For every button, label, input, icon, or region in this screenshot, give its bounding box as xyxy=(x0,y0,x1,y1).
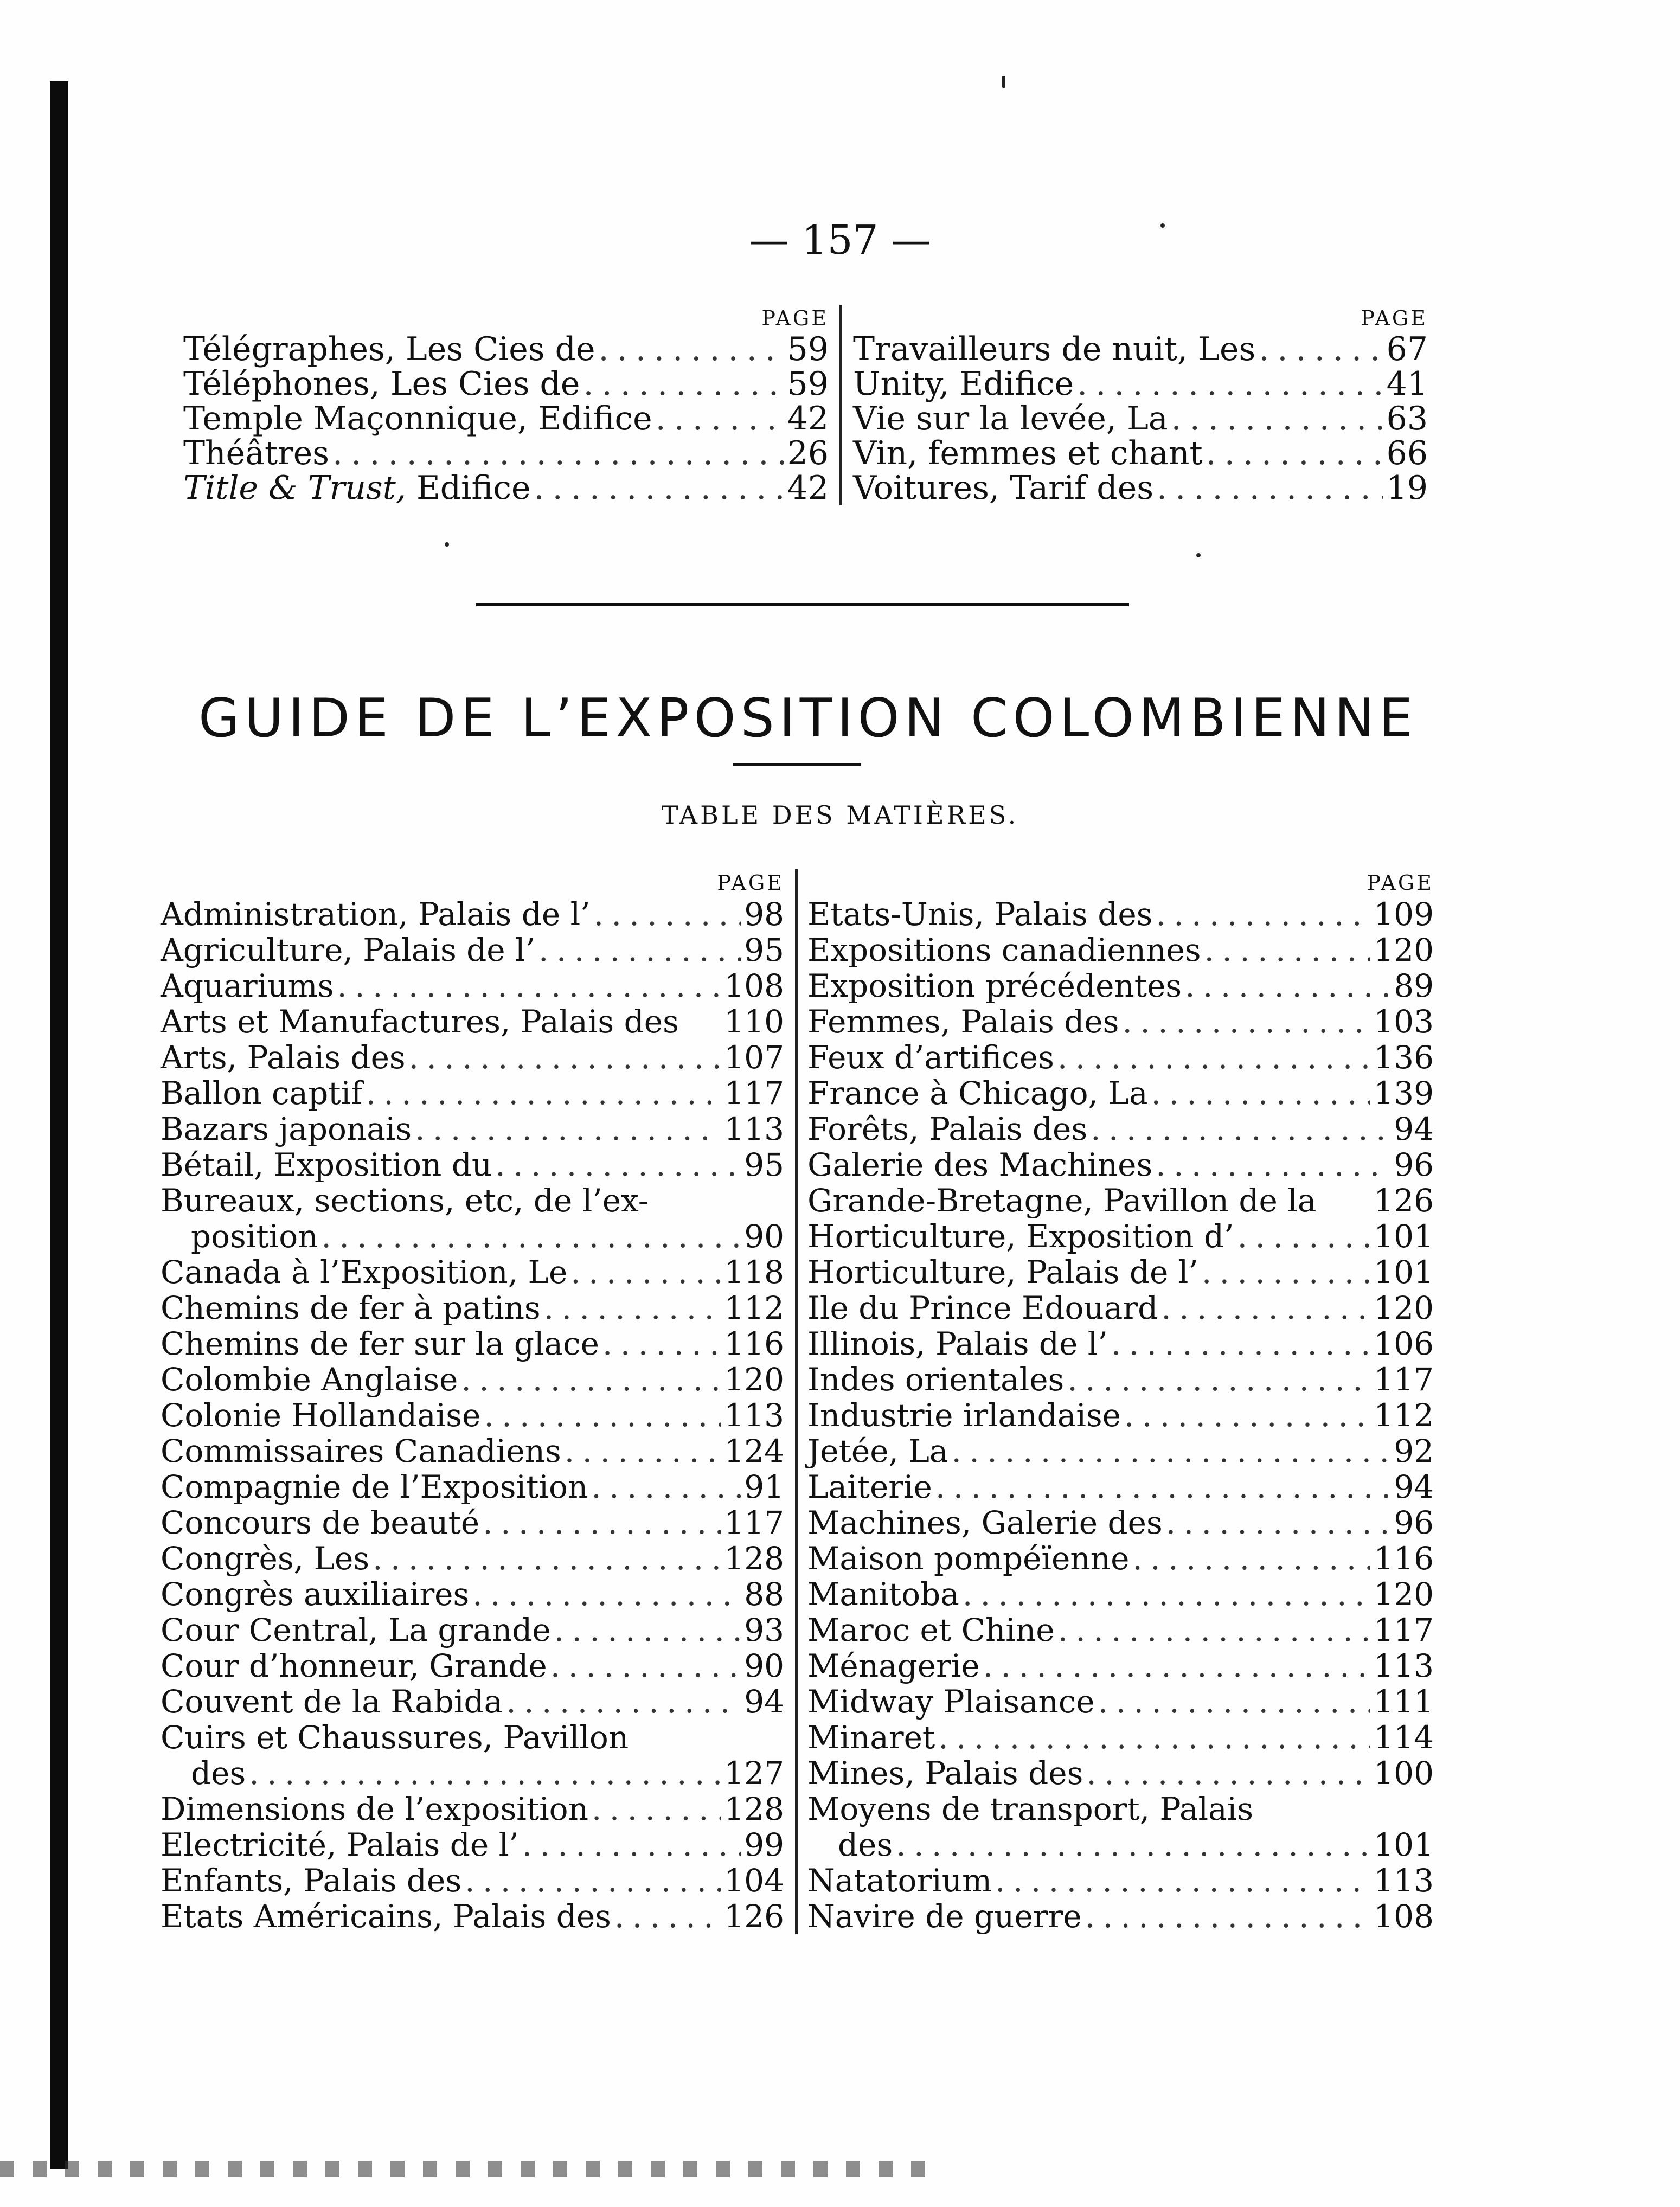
section-subtitle: TABLE DES MATIÈRES. xyxy=(661,800,1019,830)
toc-entry: Couvent de la Rabida . . . 94 xyxy=(161,1684,784,1720)
toc-entry: Indes orientales . . . 117 xyxy=(807,1362,1434,1397)
top-index-left-column xyxy=(183,305,838,505)
toc-entry: Etats-Unis, Palais des . . . 109 xyxy=(807,896,1434,932)
toc-entry: Ballon captif . . . 117 xyxy=(161,1075,784,1111)
toc-entry: France à Chicago, La . . . 139 xyxy=(807,1075,1434,1111)
toc-left-column xyxy=(161,869,794,1934)
page-column-header: PAGE xyxy=(1367,871,1434,895)
top-index-right-column xyxy=(839,305,1428,505)
toc-entry: Ile du Prince Edouard . . . 120 xyxy=(807,1290,1434,1326)
toc-entry: Colonie Hollandaise . . . 113 xyxy=(161,1397,784,1433)
toc-entry: Chemins de fer à patins . . . 112 xyxy=(161,1290,784,1326)
toc-entry: Moyens de transport, Palais xyxy=(807,1791,1253,1827)
toc-entry: Administration, Palais de l’ . . . 98 xyxy=(161,896,784,932)
toc-entry: Chemins de fer sur la glace . . . 116 xyxy=(161,1326,784,1362)
index-entry: Title & Trust, Edifice . . . 42 xyxy=(183,471,829,505)
toc-entry-continuation: position . . . 90 xyxy=(161,1218,784,1254)
toc-entry: Bureaux, sections, etc, de l’ex- xyxy=(161,1182,649,1219)
toc-entry: Ménagerie . . . 113 xyxy=(807,1648,1434,1684)
toc-entry: Cour d’honneur, Grande . . . 90 xyxy=(161,1648,784,1684)
title-underline xyxy=(733,763,861,766)
toc-entry: Compagnie de l’Exposition . . . 91 xyxy=(161,1469,784,1505)
binding-edge xyxy=(50,81,68,2169)
toc-entry: Jetée, La . . . 92 xyxy=(807,1433,1434,1469)
bottom-scan-artifact xyxy=(0,2161,933,2177)
toc-entry: Electricité, Palais de l’ . . . 99 xyxy=(161,1827,784,1863)
toc-entry: Expositions canadiennes . . . 120 xyxy=(807,932,1434,968)
toc-entry: Congrès, Les . . . 128 xyxy=(161,1541,784,1576)
toc-entry: Dimensions de l’exposition . . . 128 xyxy=(161,1791,784,1827)
toc-entry: Cour Central, La grande . . . 93 xyxy=(161,1612,784,1648)
toc-entry: Horticulture, Palais de l’ . . . 101 xyxy=(807,1254,1434,1290)
toc-entry: Grande-Bretagne, Pavillon de la 126 xyxy=(807,1182,1434,1219)
toc-entry: Commissaires Canadiens . . . 124 xyxy=(161,1433,784,1469)
toc-entry: Mines, Palais des . . . 100 xyxy=(807,1755,1434,1791)
page-column-header: PAGE xyxy=(761,306,829,330)
index-entry: Travailleurs de nuit, Les . . . 67 xyxy=(853,332,1428,367)
toc-entry: Natatorium . . . 113 xyxy=(807,1863,1434,1898)
toc-entry: Maison pompéïenne . . . 116 xyxy=(807,1541,1434,1576)
toc-right-column xyxy=(795,869,1434,1934)
toc-entry: Midway Plaisance . . . 111 xyxy=(807,1684,1434,1720)
scan-speck xyxy=(1002,76,1005,88)
toc-entry: Cuirs et Chaussures, Pavillon xyxy=(161,1719,629,1756)
index-entry: Temple Maçonnique, Edifice . . . 42 xyxy=(183,401,829,436)
toc-entry: Canada à l’Exposition, Le . . . 118 xyxy=(161,1254,784,1290)
page-column-header: PAGE xyxy=(1361,306,1428,330)
toc-entry: Industrie irlandaise . . . 112 xyxy=(807,1397,1434,1433)
toc-entry: Etats Américains, Palais des . . . 126 xyxy=(161,1898,784,1934)
toc-entry: Colombie Anglaise . . . 120 xyxy=(161,1362,784,1397)
toc-entry: Machines, Galerie des . . . 96 xyxy=(807,1505,1434,1541)
toc-entry: Concours de beauté . . . 117 xyxy=(161,1505,784,1541)
toc-entry: Galerie des Machines . . . 96 xyxy=(807,1147,1434,1183)
toc-entry: Navire de guerre . . . 108 xyxy=(807,1898,1434,1934)
toc-entry: Agriculture, Palais de l’ . . . 95 xyxy=(161,932,784,968)
index-entry: Téléphones, Les Cies de . . . 59 xyxy=(183,367,829,401)
index-entry: Vin, femmes et chant . . . 66 xyxy=(853,436,1428,471)
section-divider xyxy=(476,603,1129,606)
page-number: — 157 — xyxy=(748,217,932,264)
section-title: GUIDE DE L’EXPOSITION COLOMBIENNE xyxy=(198,688,1418,749)
scan-speck xyxy=(1196,553,1201,557)
toc-entry: Femmes, Palais des . . . 103 xyxy=(807,1004,1434,1040)
toc-entry: Manitoba . . . 120 xyxy=(807,1576,1434,1612)
toc-entry: Maroc et Chine . . . 117 xyxy=(807,1612,1434,1648)
toc-entry: Illinois, Palais de l’ . . . 106 xyxy=(807,1326,1434,1362)
toc-entry: Laiterie . . . 94 xyxy=(807,1469,1434,1505)
toc-entry: Congrès auxiliaires . . . 88 xyxy=(161,1576,784,1612)
index-entry: Voitures, Tarif des . . . 19 xyxy=(853,471,1428,505)
toc-entry: Arts, Palais des . . . 107 xyxy=(161,1040,784,1075)
index-entry: Unity, Edifice . . . 41 xyxy=(853,367,1428,401)
toc-entry: Aquariums . . . 108 xyxy=(161,968,784,1004)
toc-entry-continuation: des . . . 127 xyxy=(161,1755,784,1791)
index-entry: Vie sur la levée, La . . . 63 xyxy=(853,401,1428,436)
page-column-header: PAGE xyxy=(717,871,784,895)
toc-entry: Arts et Manufactures, Palais des 110 xyxy=(161,1003,784,1040)
toc-entry: Bazars japonais . . . 113 xyxy=(161,1111,784,1147)
toc-entry: Minaret . . . 114 xyxy=(807,1720,1434,1755)
toc-entry: Enfants, Palais des . . . 104 xyxy=(161,1863,784,1898)
toc-entry: Horticulture, Exposition d’ . . . 101 xyxy=(807,1218,1434,1254)
toc-entry: Bétail, Exposition du . . . 95 xyxy=(161,1147,784,1183)
index-entry: Télégraphes, Les Cies de . . . 59 xyxy=(183,332,829,367)
toc-entry: Feux d’artifices . . . 136 xyxy=(807,1040,1434,1075)
index-entry: Théâtres . . . 26 xyxy=(183,436,829,471)
toc-entry: Forêts, Palais des . . . 94 xyxy=(807,1111,1434,1147)
toc-entry-continuation: des . . . 101 xyxy=(807,1827,1434,1863)
toc-entry: Exposition précédentes . . . 89 xyxy=(807,968,1434,1004)
scan-speck xyxy=(445,542,449,547)
